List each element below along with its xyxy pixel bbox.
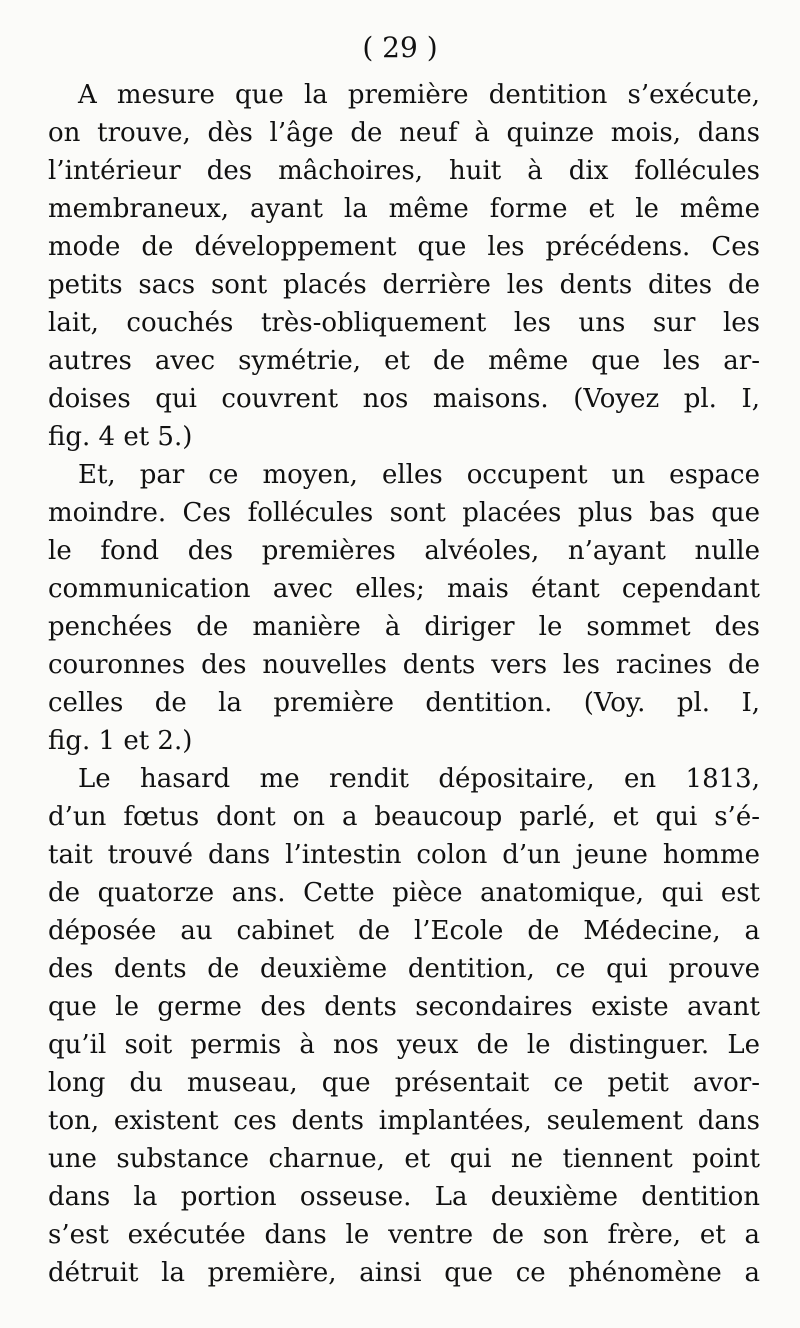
text-line: ton, existent ces dents implantées, seulement dans bbox=[48, 1106, 760, 1136]
text-line: que le germe des dents secondaires existe avant bbox=[48, 992, 760, 1022]
text-line: de quatorze ans. Cette pièce anatomique, qui est bbox=[48, 878, 760, 908]
text-line: Le hasard me rendit dépositaire, en 1813, bbox=[78, 764, 760, 794]
text-line: s’est exécutée dans le ventre de son frère, et a bbox=[48, 1220, 760, 1250]
text-line: l’intérieur des mâchoires, huit à dix follécules bbox=[48, 156, 760, 186]
page-number: ( 29 ) bbox=[362, 31, 438, 64]
text-line: qu’il soit permis à nos yeux de le distinguer. Le bbox=[48, 1030, 760, 1060]
text-line: membraneux, ayant la même forme et le même bbox=[48, 194, 760, 224]
text-line: communication avec elles; mais étant cependant bbox=[48, 574, 760, 604]
text-line: penchées de manière à diriger le sommet des bbox=[48, 612, 760, 642]
text-line: d’un fœtus dont on a beaucoup parlé, et qui s’é- bbox=[48, 802, 760, 832]
text-line: lait, couchés très-obliquement les uns sur les bbox=[48, 308, 760, 338]
text-line: déposée au cabinet de l’Ecole de Médecine, a bbox=[48, 916, 760, 946]
text-line: mode de développement que les précédens. Ces bbox=[48, 232, 760, 262]
text-line: fig. 4 et 5.) bbox=[48, 422, 193, 452]
text-line: autres avec symétrie, et de même que les ar- bbox=[48, 346, 760, 376]
text-line: A mesure que la première dentition s’exécute, bbox=[78, 80, 760, 110]
text-line: dans la portion osseuse. La deuxième dentition bbox=[48, 1182, 760, 1212]
text-line: petits sacs sont placés derrière les dents dites de bbox=[48, 270, 760, 300]
text-line: une substance charnue, et qui ne tiennent point bbox=[48, 1144, 760, 1174]
text-line: détruit la première, ainsi que ce phénomène a bbox=[48, 1258, 760, 1288]
text-line: moindre. Ces follécules sont placées plus bas que bbox=[48, 498, 760, 528]
text-line: couronnes des nouvelles dents vers les racines de bbox=[48, 650, 760, 680]
text-line: des dents de deuxième dentition, ce qui prouve bbox=[48, 954, 760, 984]
text-line: Et, par ce moyen, elles occupent un espace bbox=[78, 460, 760, 490]
text-line: celles de la première dentition. (Voy. pl. I, bbox=[48, 688, 760, 718]
text-line: fig. 1 et 2.) bbox=[48, 726, 193, 756]
text-line: long du museau, que présentait ce petit avor- bbox=[48, 1068, 760, 1098]
text-line: tait trouvé dans l’intestin colon d’un jeune homme bbox=[48, 840, 760, 870]
text-line: on trouve, dès l’âge de neuf à quinze mois, dans bbox=[48, 118, 760, 148]
text-line: le fond des premières alvéoles, n’ayant nulle bbox=[48, 536, 760, 566]
text-line: doises qui couvrent nos maisons. (Voyez pl. I, bbox=[48, 384, 760, 414]
